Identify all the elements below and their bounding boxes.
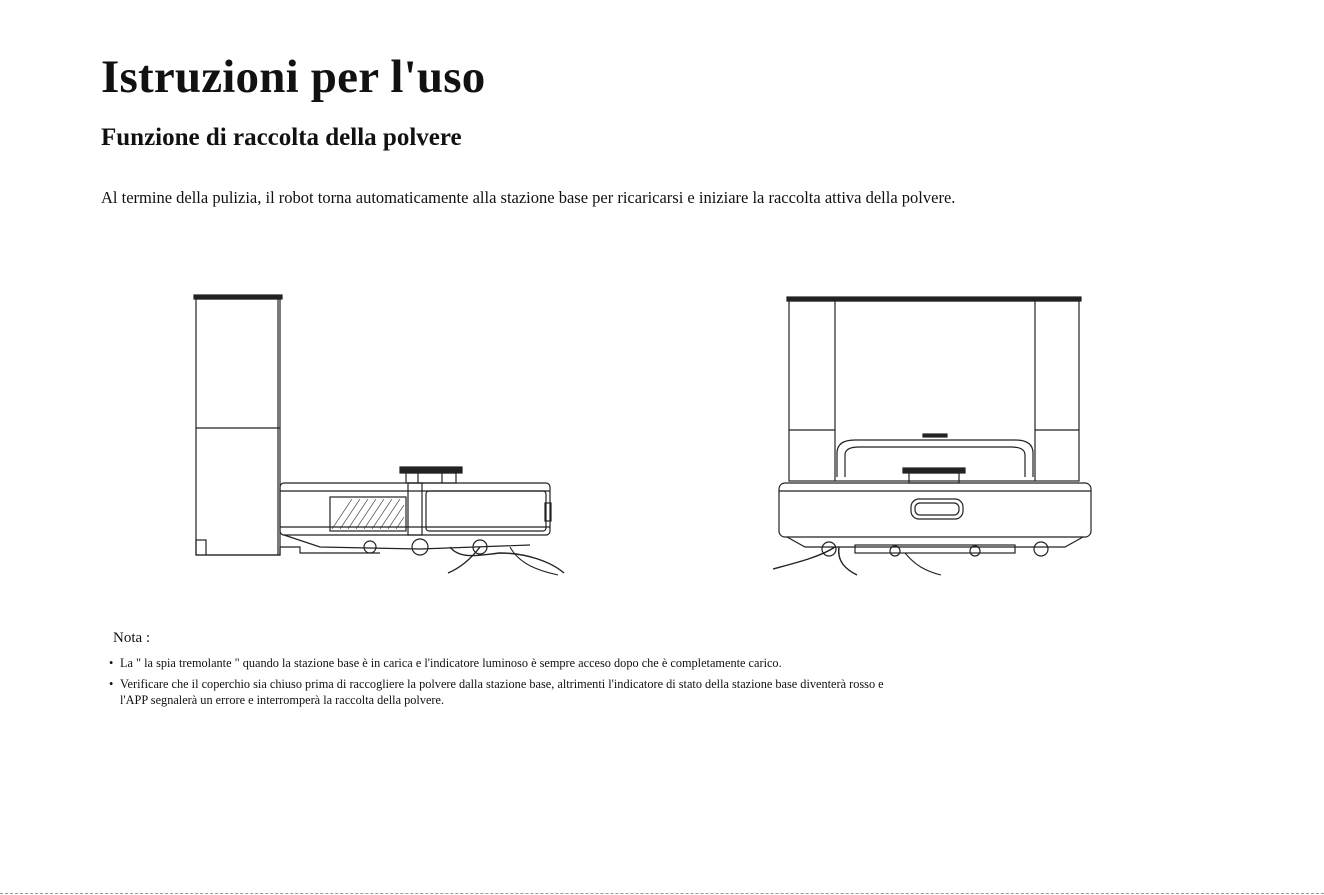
note-label: Nota :	[113, 630, 151, 646]
page-bottom-divider	[0, 893, 1324, 894]
robot-docked-front-view-illustration-icon	[765, 285, 1105, 585]
note-list	[107, 655, 887, 713]
bullet-icon: •	[109, 656, 114, 670]
intro-paragraph: Al termine della pulizia, il robot torna automaticamente alla stazione base per ricaricarsi e iniziare la raccolta attiva della polvere.	[101, 188, 956, 207]
page-title: Istruzioni per l'uso	[101, 51, 486, 103]
robot-docked-side-view-illustration-icon	[180, 285, 580, 585]
note-text: La " la spia tremolante " quando la stazione base è in carica e l'indicatore luminoso è sempre acceso dopo che è completamente carico.	[120, 656, 782, 670]
section-title: Funzione di raccolta della polvere	[101, 124, 462, 151]
list-item	[107, 676, 887, 708]
list-item	[107, 655, 887, 671]
note-text: Verificare che il coperchio sia chiuso prima di raccogliere la polvere dalla stazione base, altrimenti l'indicatore di stato della stazione base diventerà rosso e l'APP segnalerà un errore e interromperà la raccolta della polvere.	[120, 677, 884, 707]
bullet-icon: •	[109, 677, 114, 691]
